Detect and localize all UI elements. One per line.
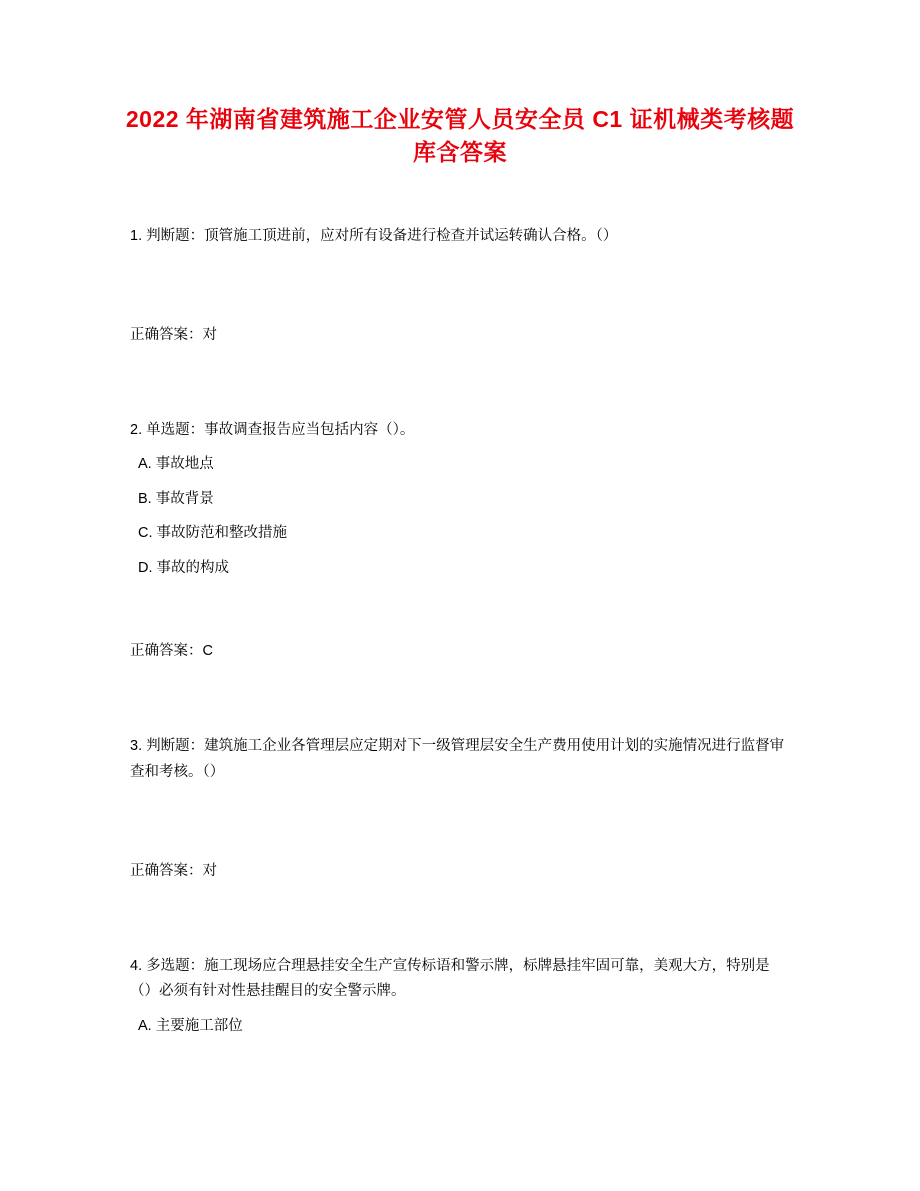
answer-line: 正确答案：C: [130, 643, 213, 660]
option-list: [130, 453, 790, 579]
question-number: 3.: [130, 738, 143, 755]
spacer: [130, 785, 790, 859]
question-stem: [130, 734, 790, 785]
option-item: B. 事故背景: [138, 490, 214, 507]
question-item: [130, 734, 790, 880]
option-item: A. 主要施工部位: [138, 1017, 243, 1034]
spacer: [130, 880, 790, 954]
question-text: 单选题：事故调查报告应当包括内容（）。: [146, 422, 415, 439]
question-number: 2.: [130, 422, 143, 439]
question-number: 1.: [130, 227, 143, 244]
spacer: [130, 591, 790, 639]
option-list: [130, 1015, 790, 1037]
question-stem: [130, 954, 790, 1005]
question-number: 4.: [130, 958, 143, 975]
page-title: 2022 年湖南省建筑施工企业安管人员安全员 C1 证机械类考核题库含答案: [125, 106, 795, 166]
spacer: [130, 660, 790, 734]
answer-line: 正确答案：对: [130, 327, 217, 344]
question-item: [130, 954, 790, 1037]
question-item: [130, 418, 790, 660]
option-item: D. 事故的构成: [138, 559, 230, 576]
spacer: [130, 249, 790, 323]
option-item: C. 事故防范和整改措施: [138, 525, 288, 542]
spacer: [130, 344, 790, 418]
question-stem: [130, 418, 790, 443]
question-text: 判断题：顶管施工顶进前，应对所有设备进行检查并试运转确认合格。（）: [146, 227, 618, 244]
answer-line: 正确答案：对: [130, 863, 217, 880]
question-stem: [130, 224, 790, 249]
question-item: [130, 224, 790, 344]
option-item: A. 事故地点: [138, 456, 214, 473]
question-text: 多选题：施工现场应合理悬挂安全生产宣传标语和警示牌，标牌悬挂牢固可靠，美观大方，特别是（）必须有针对性悬挂醒目的安全警示牌。: [130, 958, 770, 1000]
questions-container: [0, 224, 920, 1038]
question-text: 判断题：建筑施工企业各管理层应定期对下一级管理层安全生产费用使用计划的实施情况进行监督审查和考核。（）: [130, 738, 785, 780]
